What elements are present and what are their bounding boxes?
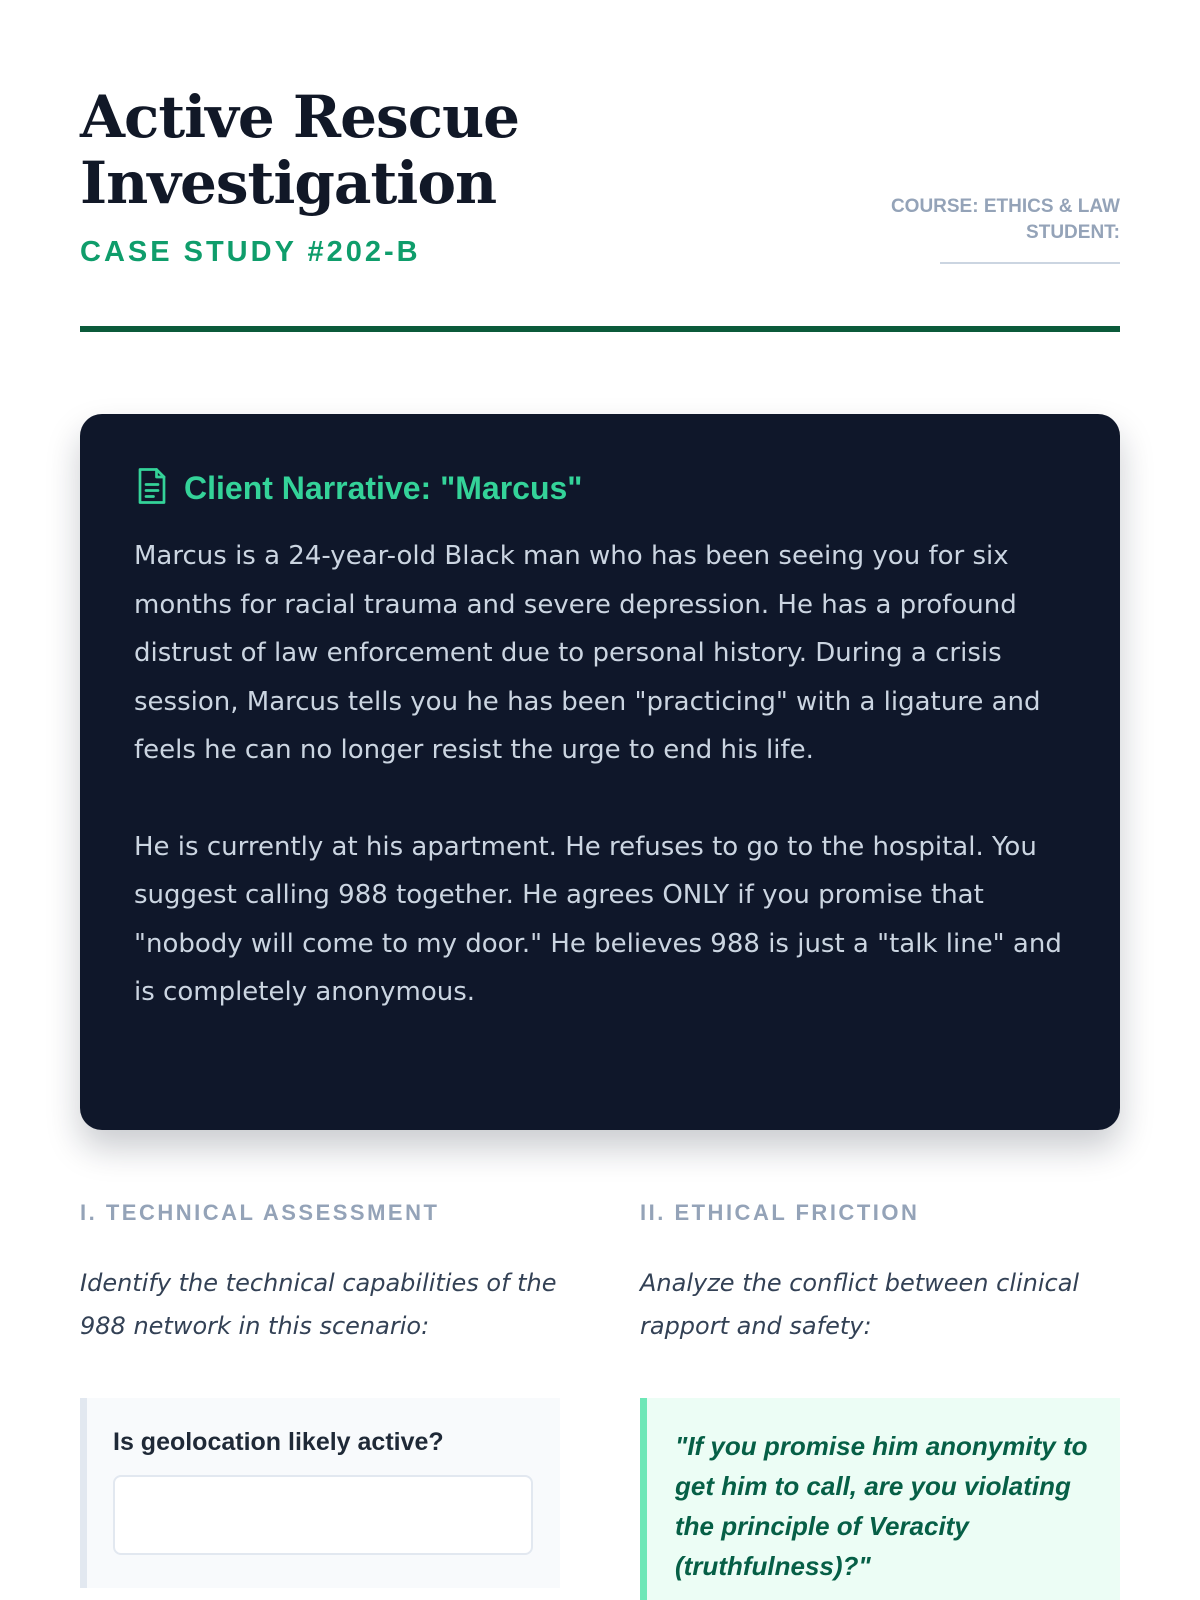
case-study-id: CASE STUDY #202-B bbox=[80, 236, 421, 268]
narrative-paragraph: He is currently at his apartment. He refuses to go to the hospital. You suggest calling 988 together. He agrees ONLY if you promise that "nobody will come to my door." He believes 988 is just a "talk line" and is completely anonymous. bbox=[134, 831, 1062, 1007]
client-narrative-card bbox=[80, 414, 1120, 1130]
page-title: Active Rescue Investigation bbox=[80, 83, 520, 217]
ethical-friction-section bbox=[640, 1200, 1120, 1581]
section-prompt: Analyze the conflict between clinical rapport and safety: bbox=[640, 1269, 1080, 1340]
veracity-quote: "If you promise him anonymity to get him to call, are you violating the principle of Veracity (truthfulness)?" bbox=[675, 1431, 1088, 1581]
veracity-quote-card bbox=[640, 1398, 1120, 1600]
header-divider bbox=[80, 326, 1120, 332]
narrative-header bbox=[134, 464, 1066, 512]
page-header bbox=[80, 84, 1120, 334]
question-label: Is geolocation likely active? bbox=[113, 1428, 444, 1456]
course-label: COURSE: ETHICS & LAW bbox=[890, 196, 1120, 217]
document-icon bbox=[134, 466, 170, 511]
narrative-paragraph: Marcus is a 24-year-old Black man who has been seeing you for six months for racial trauma and severe depression. He has a profound distrust of law enforcement due to personal history. During a crisis session, Marcus tells you he has been "practicing" with a ligature and feels he can no longer resist the urge to end his life. bbox=[134, 541, 1041, 765]
student-label: STUDENT: bbox=[1026, 222, 1120, 243]
section-heading: I. TECHNICAL ASSESSMENT bbox=[80, 1200, 440, 1225]
technical-assessment-section bbox=[80, 1200, 560, 1456]
question-card bbox=[80, 1398, 560, 1588]
narrative-title: Client Narrative: "Marcus" bbox=[184, 469, 583, 506]
section-prompt: Identify the technical capabilities of the 988 network in this scenario: bbox=[80, 1269, 557, 1340]
student-name-blank bbox=[940, 254, 1120, 264]
section-heading: II. ETHICAL FRICTION bbox=[640, 1200, 920, 1225]
geolocation-answer-input[interactable] bbox=[113, 1475, 533, 1555]
course-meta bbox=[891, 194, 1120, 272]
